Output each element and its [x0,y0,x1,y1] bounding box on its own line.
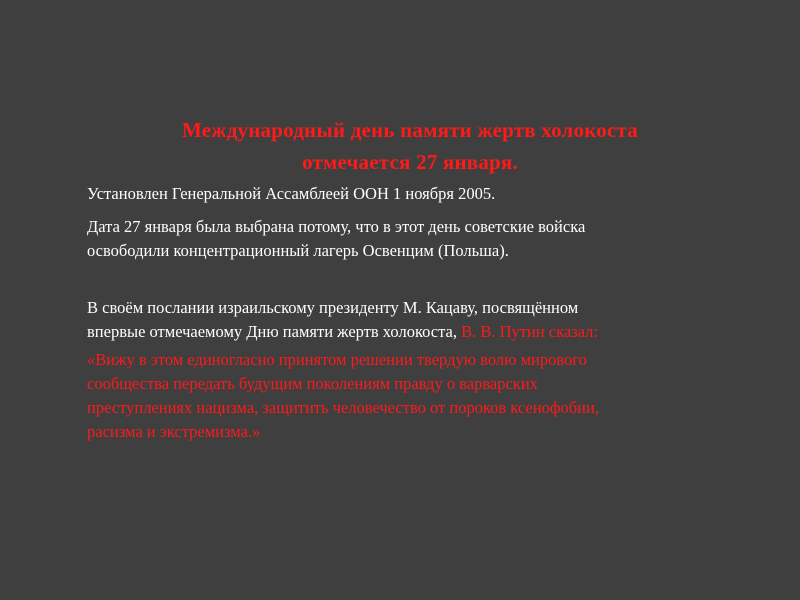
quote-line-2: сообщества передать будущим поколениям правду о варварских [87,374,538,393]
slide-title-line-1: Международный день памяти жертв холокоста [182,118,638,142]
slide-title-line-2: отмечается 27 января. [302,150,518,174]
date-reason-line-1: Дата 27 января была выбрана потому, что в этот день советские войска [87,217,586,236]
message-line-2 [87,319,737,344]
quote-line-1: «Вижу в этом единогласно принятом решении твердую волю мирового [87,350,587,369]
message-line-1: В своём послании израильскому президенту М. Кацаву, посвящённом [87,298,579,317]
quote-line-3: преступлениях нацизма, защитить человечество от пороков ксенофобии, [87,398,599,417]
established-text: Установлен Генеральной Ассамблеей ООН 1 ноября 2005. [87,184,496,203]
quote-line-4: расизма и экстремизма.» [87,422,261,441]
speaker-name: В. В. Путин сказал: [461,322,598,341]
date-reason-line-2: освободили концентрационный лагерь Освенцим (Польша). [87,241,509,260]
message-line-2-prefix: впервые отмечаемому Дню памяти жертв холокоста, [87,322,462,341]
